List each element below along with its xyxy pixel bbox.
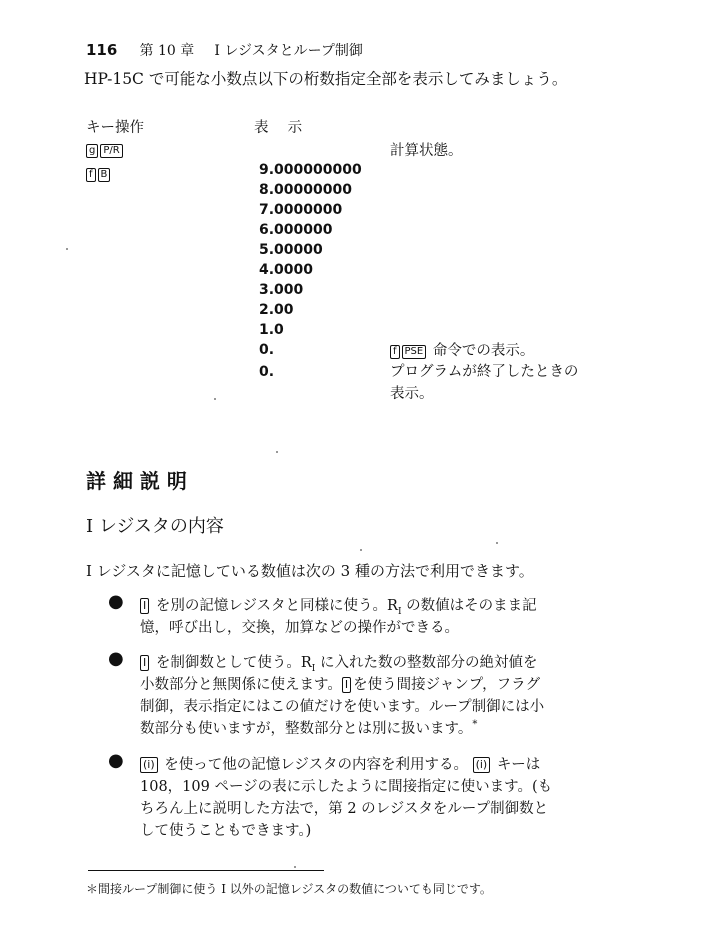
running-header [86,40,363,60]
bullet-dot: ● [108,591,124,612]
note-pse [390,339,534,360]
display-value: 1.0 [259,322,284,338]
scan-speck [496,542,498,544]
section-lead: I レジスタに記憶している数値は次の 3 種の方法で利用できます。 [86,562,534,580]
bullet-3-line-4: して使うこともできます。) [140,823,312,839]
display-value: 5.00000 [259,242,323,258]
section-subtitle: I レジスタの内容 [86,516,224,537]
display-value: 6.000000 [259,222,333,238]
key-i-indirect: (i) [140,757,158,773]
col-display-header: 表 示 [254,120,303,136]
display-value: 9.000000000 [259,162,362,178]
key-f: f [390,345,400,359]
display-value: 8.00000000 [259,182,352,198]
display-value: 0. [259,342,275,358]
key-pr: P/R [100,144,122,158]
key-i-indirect: (i) [473,757,491,773]
bullet-dot: ● [108,648,124,669]
key-i: I [140,598,149,614]
section-title: 詳 細 説 明 [86,469,187,493]
bullet-2-line-1: I を制御数として使う。$R_I$ に入れた数の整数部分の絶対値を [140,651,537,674]
intro-text: HP-15C で可能な小数点以下の桁数指定全部を表示してみましょう。 [84,70,568,88]
bullet-dot: ● [108,750,124,771]
chapter-label: 第 10 章 [139,43,195,59]
bullet-2-line-3: 制御，表示指定にはこの値だけを使います。ループ制御には小 [140,699,545,715]
footnote: ＊間接ループ制御に使う I 以外の記憶レジスタの数値についても同じです。 [86,882,492,896]
scan-speck [214,398,216,400]
display-value: 4.0000 [259,262,314,278]
display-value: 3.000 [259,282,304,298]
key-g: g [86,144,98,158]
col-key-header: キー操作 [86,120,144,136]
scan-speck [66,248,68,250]
key-f: f [86,168,96,182]
page-number: 116 [86,41,118,59]
bullet-2-line-4: 数部分も使いますが，整数部分とは別に扱います。* [140,719,478,737]
bullet-3-line-2: 108，109 ページの表に示したように間接指定に使います。(も [140,779,553,795]
note-program-end-2: 表示。 [390,386,434,402]
note-run-mode: 計算状態。 [390,143,463,159]
bullet-2-line-2: 小数部分と無関係に使えます。 I を使う間接ジャンプ，フラグ [140,677,541,693]
key-i: I [342,677,351,693]
bullet-3-line-1: (i) を使って他の記憶レジスタの内容を利用する。 (i) キーは [140,753,540,774]
note-program-end: プログラムが終了したときの [390,364,579,380]
display-value: 0. [259,364,275,380]
bullet-1-line-1: I を別の記憶レジスタと同様に使う。$R_I$ の数値はそのまま記 [140,594,537,617]
chapter-title: I レジスタとループ制御 [214,43,363,59]
footnote-mark: * [472,719,478,731]
display-value: 2.00 [259,302,294,318]
scan-speck [360,549,362,551]
key-pse: PSE [402,345,427,359]
scan-speck [276,451,278,453]
bullet-3-line-3: ちろん上に説明した方法で，第 2 のレジスタをループ制御数と [140,801,549,817]
note-pse-text: 命令での表示。 [432,343,535,359]
bullet-1-line-2: 憶，呼び出し，交換，加算などの操作ができる。 [140,620,459,636]
key-sequence-fb [86,163,112,182]
footnote-rule [88,870,324,871]
key-sequence-gpr [86,139,125,158]
key-b: B [98,168,111,182]
scan-speck [294,866,296,868]
display-value: 7.0000000 [259,202,343,218]
key-i: I [140,655,149,671]
